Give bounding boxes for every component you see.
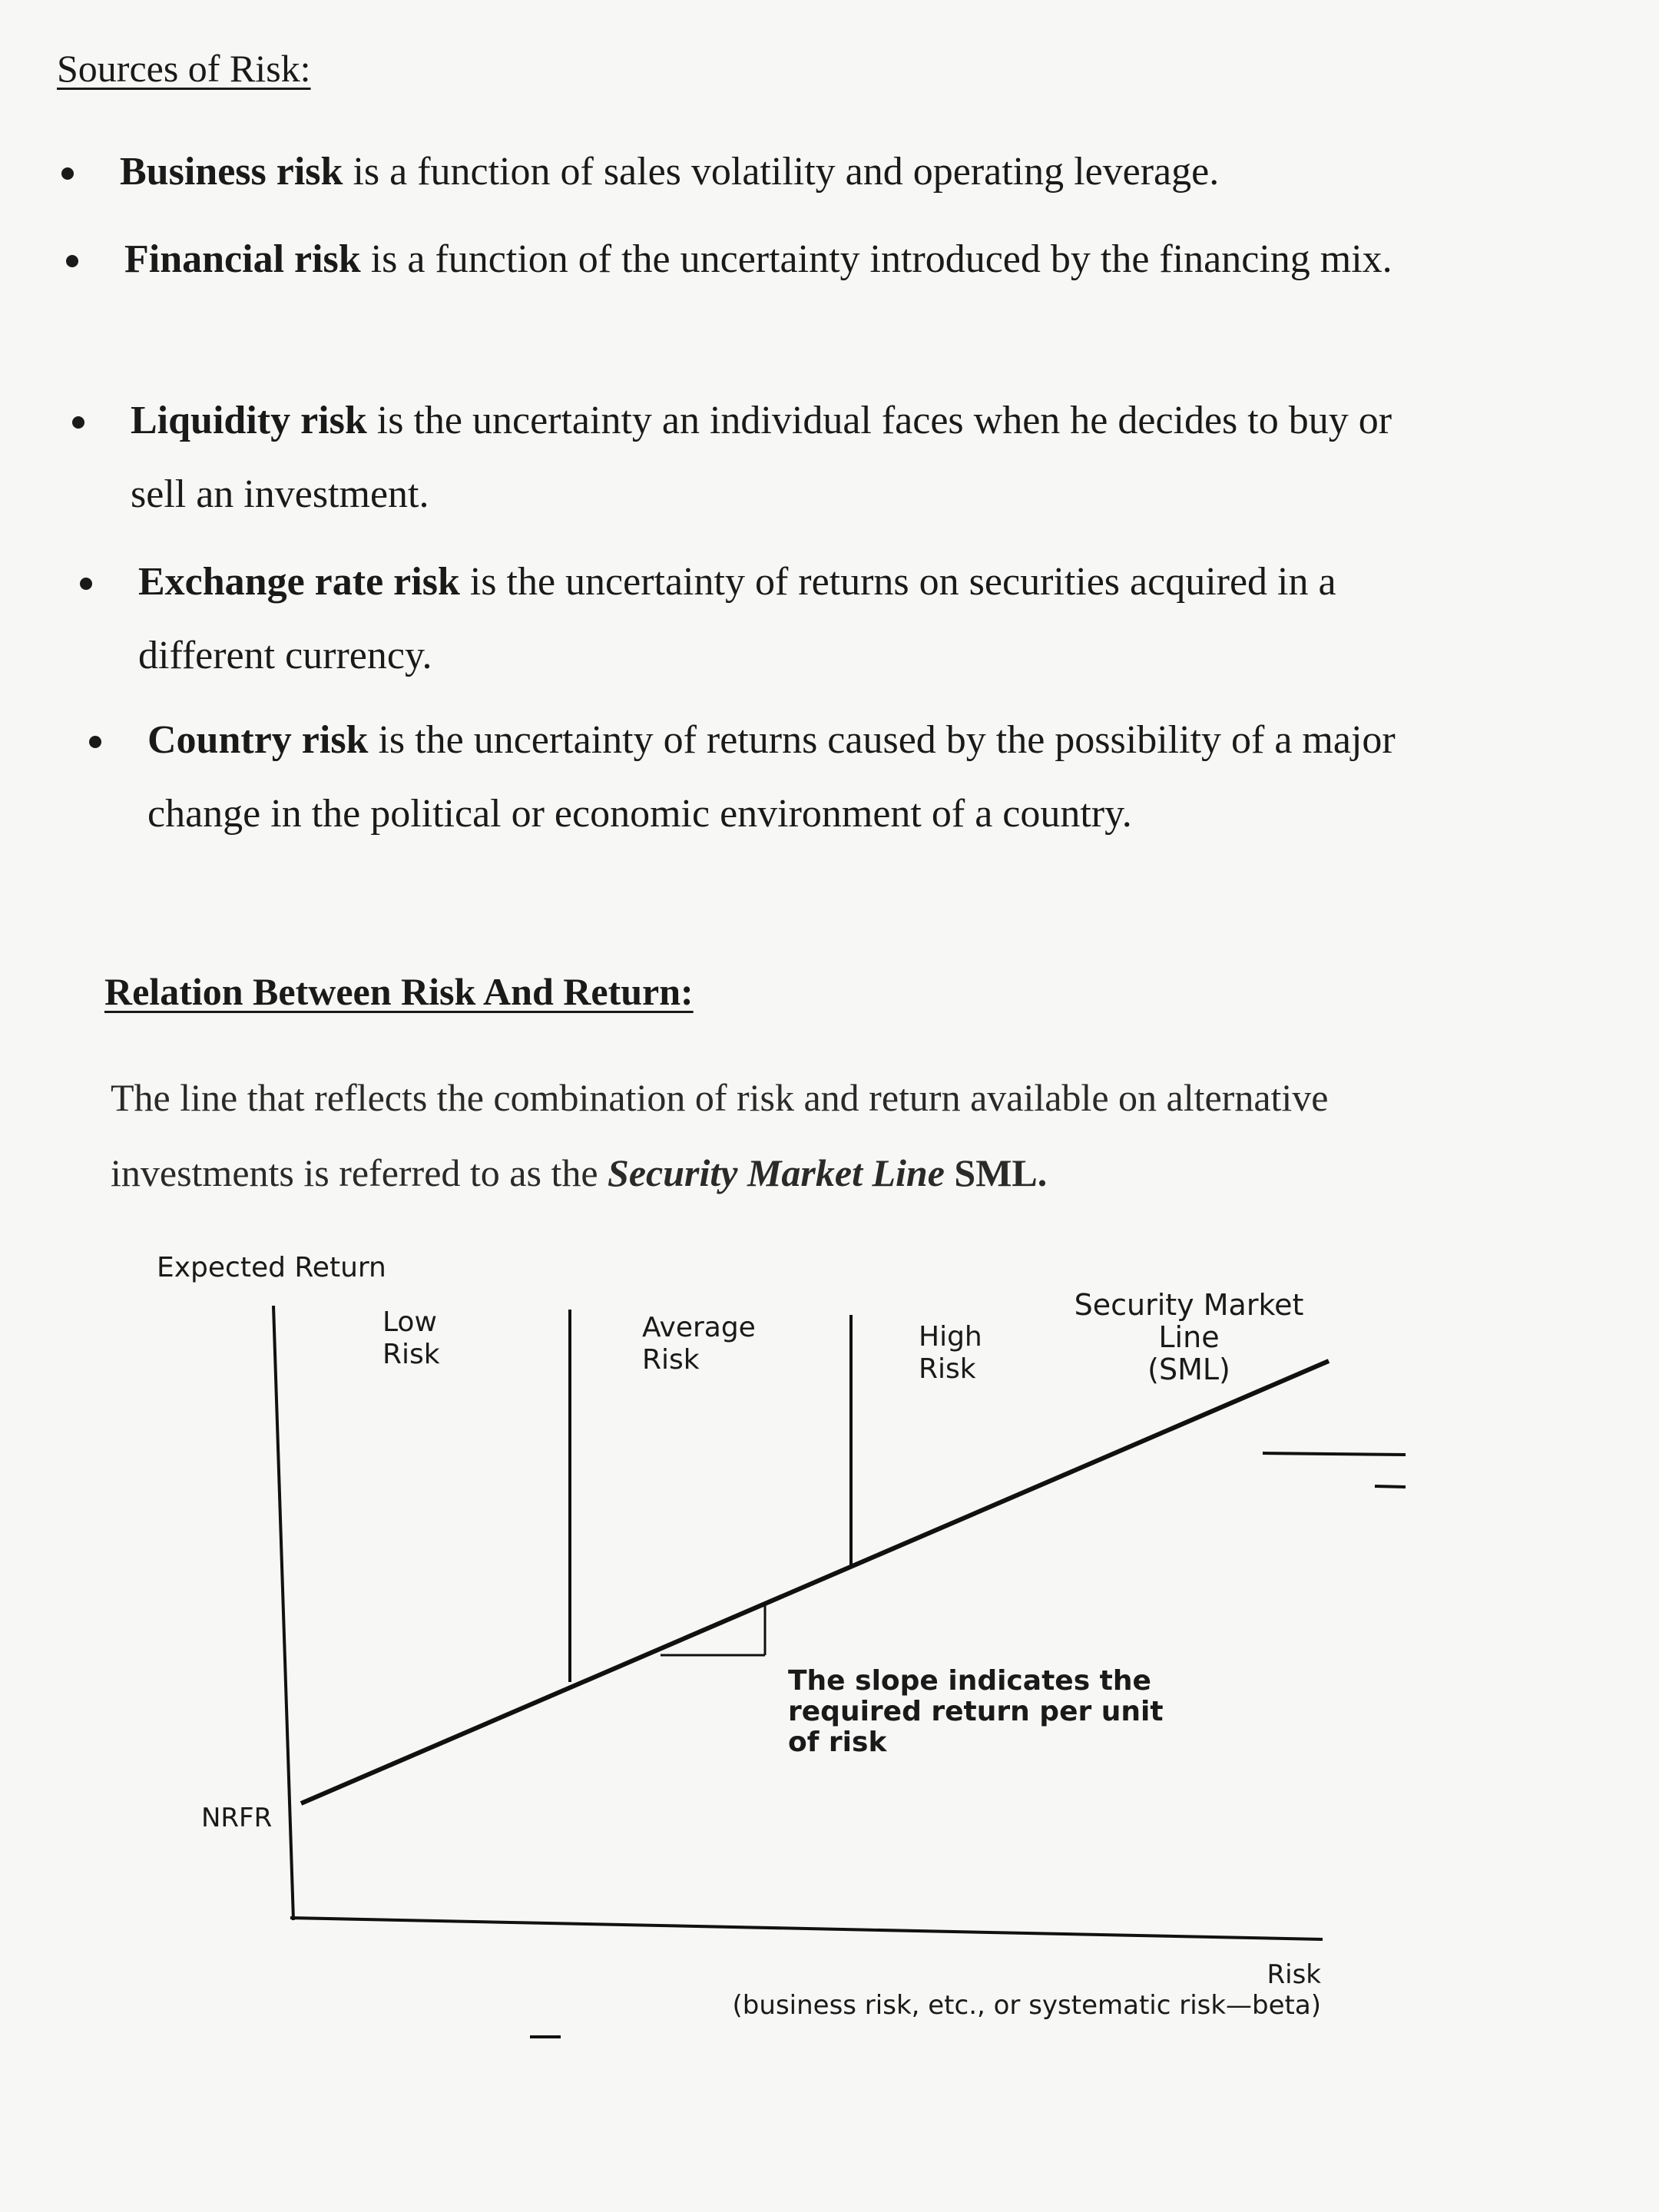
risk-description: is a function of the uncertainty introduced by the financing mix. (360, 237, 1392, 281)
low-risk-label: Low (382, 1306, 437, 1338)
x-axis-sublabel: (business risk, etc., or systematic risk—beta) (732, 1990, 1321, 2021)
sml-label: (SML) (1147, 1353, 1230, 1386)
average-risk-label: Average (642, 1312, 756, 1343)
x-axis (290, 1918, 1323, 1939)
sml-label: Line (1158, 1320, 1220, 1354)
sources-heading: Sources of Risk: (57, 47, 311, 90)
y-axis (273, 1306, 293, 1920)
sml-term: Security Market Line (608, 1151, 945, 1194)
risk-description: is a function of sales volatility and operating leverage. (343, 150, 1220, 194)
average-risk-label: Risk (642, 1344, 700, 1376)
slope-annotation: required return per unit (788, 1696, 1164, 1727)
nrfr-label: NRFR (201, 1803, 273, 1833)
risk-term: Liquidity risk (131, 399, 367, 442)
paragraph-text: The line that reflects the combination of risk and return available on alternative investments is referred to as the (111, 1076, 1329, 1194)
low-risk-label: Risk (382, 1339, 440, 1370)
slope-annotation: The slope indicates the (788, 1665, 1151, 1697)
risk-description: is the uncertainty of returns on securities acquired in a different currency. (138, 560, 1336, 677)
y-axis-label: Expected Return (157, 1252, 386, 1283)
high-risk-label: High (919, 1321, 982, 1353)
margin-mark (1375, 1486, 1406, 1487)
risk-term: Country risk (147, 718, 369, 762)
margin-mark (1263, 1453, 1406, 1455)
risk-term: Exchange rate risk (138, 560, 460, 604)
paragraph-end: SML. (944, 1151, 1048, 1194)
relation-heading: Relation Between Risk And Return: (104, 970, 694, 1013)
high-risk-label: Risk (919, 1353, 976, 1385)
risk-description: is the uncertainty an individual faces when he decides to buy or sell an investment. (131, 399, 1392, 516)
slope-annotation: of risk (788, 1727, 887, 1758)
sml-label: Security Market (1074, 1288, 1304, 1322)
risk-term: Business risk (120, 150, 343, 194)
risk-term: Financial risk (124, 237, 361, 281)
risk-description: is the uncertainty of returns caused by the possibility of a major change in the political or economic environment of a country. (147, 718, 1396, 836)
x-axis-label: Risk (1267, 1959, 1321, 1990)
